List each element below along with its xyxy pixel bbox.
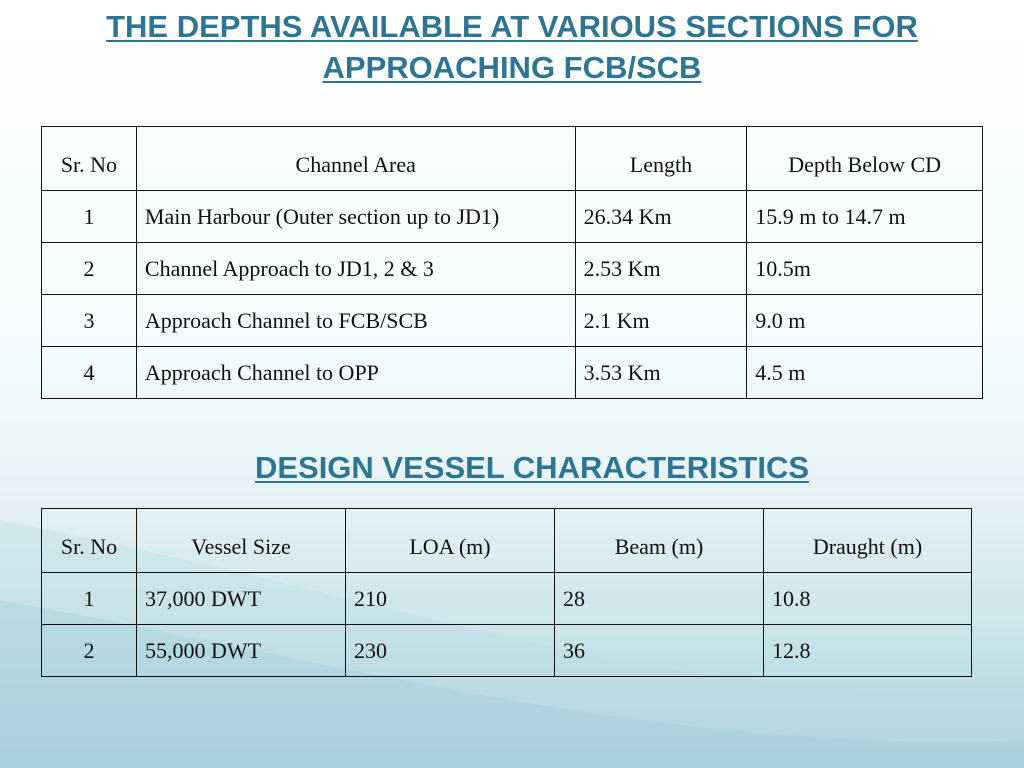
cell-length: 3.53 Km [575,347,747,399]
page-title-line-1: THE DEPTHS AVAILABLE AT VARIOUS SECTIONS FOR [106,9,918,44]
header-loa: LOA (m) [346,509,555,573]
cell-depth: 4.5 m [747,347,983,399]
cell-length: 26.34 Km [575,191,747,243]
page-title-line-2: APPROACHING FCB/SCB [322,50,702,85]
cell-channel-area: Main Harbour (Outer section up to JD1) [136,191,575,243]
table-row [42,295,983,347]
cell-channel-area: Approach Channel to OPP [136,347,575,399]
cell-beam: 28 [555,573,764,625]
cell-sr-no: 2 [42,243,137,295]
cell-draught: 12.8 [764,625,972,677]
cell-draught: 10.8 [764,573,972,625]
section-title: DESIGN VESSEL CHARACTERISTICS [254,450,810,485]
table-row [42,347,983,399]
cell-vessel-size: 37,000 DWT [137,573,346,625]
header-channel-area: Channel Area [136,127,575,191]
page-title [0,6,1024,88]
table-row [42,573,972,625]
cell-sr-no: 3 [42,295,137,347]
header-beam: Beam (m) [555,509,764,573]
cell-sr-no: 4 [42,347,137,399]
header-sr-no: Sr. No [42,127,137,191]
cell-sr-no: 2 [42,625,137,677]
vessel-table [41,508,972,677]
cell-channel-area: Approach Channel to FCB/SCB [136,295,575,347]
cell-channel-area: Channel Approach to JD1, 2 & 3 [136,243,575,295]
header-vessel-size: Vessel Size [137,509,346,573]
cell-sr-no: 1 [42,191,137,243]
cell-length: 2.1 Km [575,295,747,347]
cell-sr-no: 1 [42,573,137,625]
cell-beam: 36 [555,625,764,677]
header-depth: Depth Below CD [747,127,983,191]
depth-table [41,126,983,399]
table-row [42,243,983,295]
cell-depth: 9.0 m [747,295,983,347]
cell-loa: 230 [346,625,555,677]
header-length: Length [575,127,747,191]
cell-vessel-size: 55,000 DWT [137,625,346,677]
table-header-row [42,127,983,191]
cell-depth: 10.5m [747,243,983,295]
table-header-row [42,509,972,573]
table-row [42,191,983,243]
table-row [42,625,972,677]
cell-loa: 210 [346,573,555,625]
header-draught: Draught (m) [764,509,972,573]
header-sr-no: Sr. No [42,509,137,573]
cell-depth: 15.9 m to 14.7 m [747,191,983,243]
cell-length: 2.53 Km [575,243,747,295]
